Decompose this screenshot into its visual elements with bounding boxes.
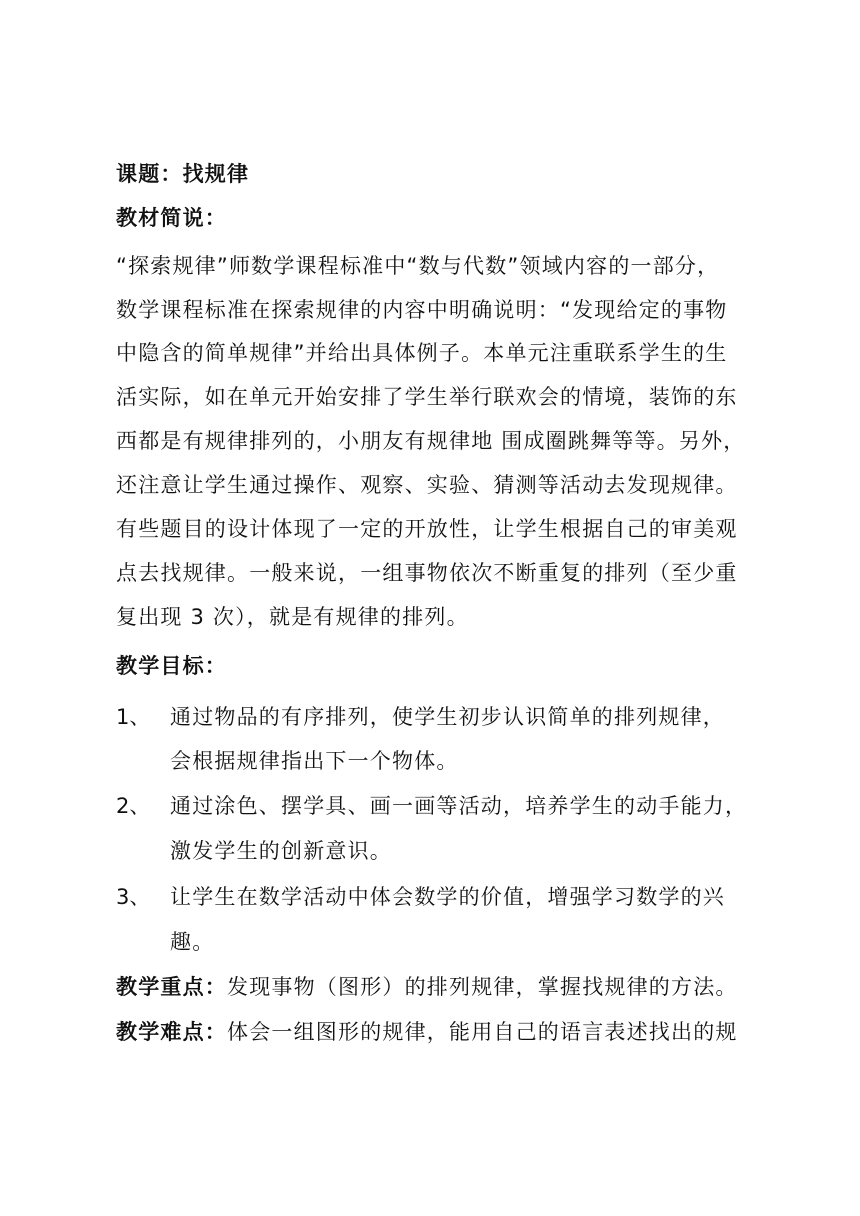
objective-3-line-2: 趣。 [170, 930, 215, 954]
material-line-9: 复出现 3 次），就是有规律的排列。 [116, 605, 469, 629]
objective-2-number: 2、 [116, 794, 151, 818]
objective-2-line-2: 激发学生的创新意识。 [170, 839, 392, 863]
objective-1-line-1: 通过物品的有序排列，使学生初步认识简单的排列规律， [170, 705, 725, 729]
objective-2-line-1: 通过涂色、摆学具、画一画等活动，培养学生的动手能力， [170, 794, 748, 818]
difficulty-point [116, 1018, 738, 1046]
material-line-2: 数学课程标准在探索规律的内容中明确说明：“发现给定的事物 [116, 298, 728, 322]
objectives-heading: 教学目标： [116, 654, 227, 678]
objective-1-line-2: 会根据规律指出下一个物体。 [170, 749, 459, 773]
material-line-6: 还注意让学生通过操作、观察、实验、猜测等活动去发现规律。 [116, 473, 738, 497]
material-line-1: “探索规律”师数学课程标准中“数与代数”领域内容的一部分， [116, 254, 720, 278]
material-heading: 教材简说： [116, 206, 227, 230]
lesson-title [116, 160, 249, 188]
lesson-title-label: 课题： [116, 162, 183, 186]
objective-3-line-1: 让学生在数学活动中体会数学的价值，增强学习数学的兴 [170, 885, 725, 909]
material-line-8: 点去找规律。一般来说，一组事物依次不断重复的排列（至少重 [116, 561, 738, 585]
material-line-5: 西都是有规律排列的，小朋友有规律地 围成圈跳舞等等。另外， [116, 429, 746, 453]
material-line-7: 有些题目的设计体现了一定的开放性，让学生根据自己的审美观 [116, 517, 738, 541]
key-point-text: 发现事物（图形）的排列规律，掌握找规律的方法。 [227, 975, 738, 999]
lesson-title-value: 找规律 [182, 162, 250, 186]
key-point-label: 教学重点： [116, 975, 227, 999]
key-point [116, 973, 738, 1001]
objective-1-number: 1、 [116, 705, 151, 729]
material-line-4: 活实际，如在单元开始安排了学生举行联欢会的情境，装饰的东 [116, 385, 738, 409]
difficulty-label: 教学难点： [116, 1020, 227, 1044]
material-line-3: 中隐含的简单规律”并给出具体例子。本单元注重联系学生的生 [116, 341, 728, 365]
difficulty-text: 体会一组图形的规律，能用自己的语言表述找出的规 [227, 1020, 738, 1044]
objective-3-number: 3、 [116, 885, 151, 909]
